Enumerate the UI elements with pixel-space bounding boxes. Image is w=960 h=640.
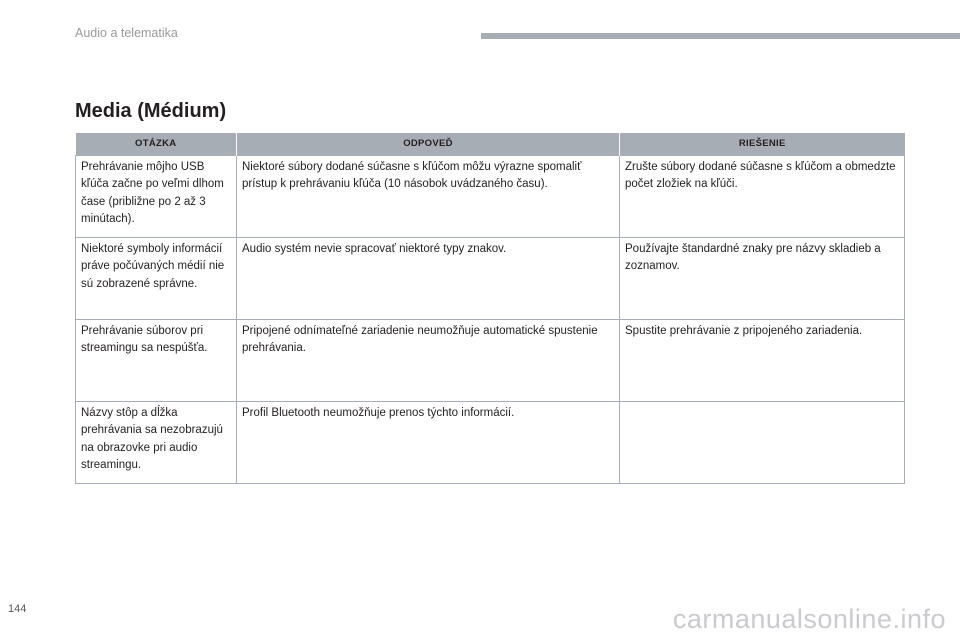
column-header-answer: ODPOVEĎ — [237, 133, 620, 156]
header-bar — [481, 33, 960, 39]
page-number: 144 — [8, 603, 27, 615]
table-row — [76, 402, 905, 484]
answer-cell: Niektoré súbory dodané súčasne s kľúčom môžu výrazne spomaliť prístup k prehrávaniu kľúča (10 násobok uvádzaného času). — [237, 156, 620, 238]
question-cell: Prehrávanie súborov pri streamingu sa nespúšťa. — [76, 320, 237, 402]
watermark: carmanualsonline.info — [672, 604, 946, 634]
page-title: Media (Médium) — [75, 100, 227, 122]
column-header-question: OTÁZKA — [76, 133, 237, 156]
question-cell: Názvy stôp a dĺžka prehrávania sa nezobrazujú na obrazovke pri audio streamingu. — [76, 402, 237, 484]
column-header-solution: RIEŠENIE — [620, 133, 905, 156]
table-row — [76, 156, 905, 238]
solution-cell: Používajte štandardné znaky pre názvy skladieb a zoznamov. — [620, 238, 905, 320]
section-title: Audio a telematika — [75, 26, 178, 40]
table-header-row — [76, 133, 905, 156]
answer-cell: Audio systém nevie spracovať niektoré typy znakov. — [237, 238, 620, 320]
table-row — [76, 320, 905, 402]
table-row — [76, 238, 905, 320]
question-cell: Prehrávanie môjho USB kľúča začne po veľmi dlhom čase (približne po 2 až 3 minútach). — [76, 156, 237, 238]
troubleshooting-table — [75, 133, 905, 484]
solution-cell: Zrušte súbory dodané súčasne s kľúčom a obmedzte počet zložiek na kľúči. — [620, 156, 905, 238]
solution-cell: Spustite prehrávanie z pripojeného zariadenia. — [620, 320, 905, 402]
question-cell: Niektoré symboly informácií práve počúvaných médií nie sú zobrazené správne. — [76, 238, 237, 320]
answer-cell: Pripojené odnímateľné zariadenie neumožňuje automatické spustenie prehrávania. — [237, 320, 620, 402]
answer-cell: Profil Bluetooth neumožňuje prenos týchto informácií. — [237, 402, 620, 484]
solution-cell — [620, 402, 905, 484]
